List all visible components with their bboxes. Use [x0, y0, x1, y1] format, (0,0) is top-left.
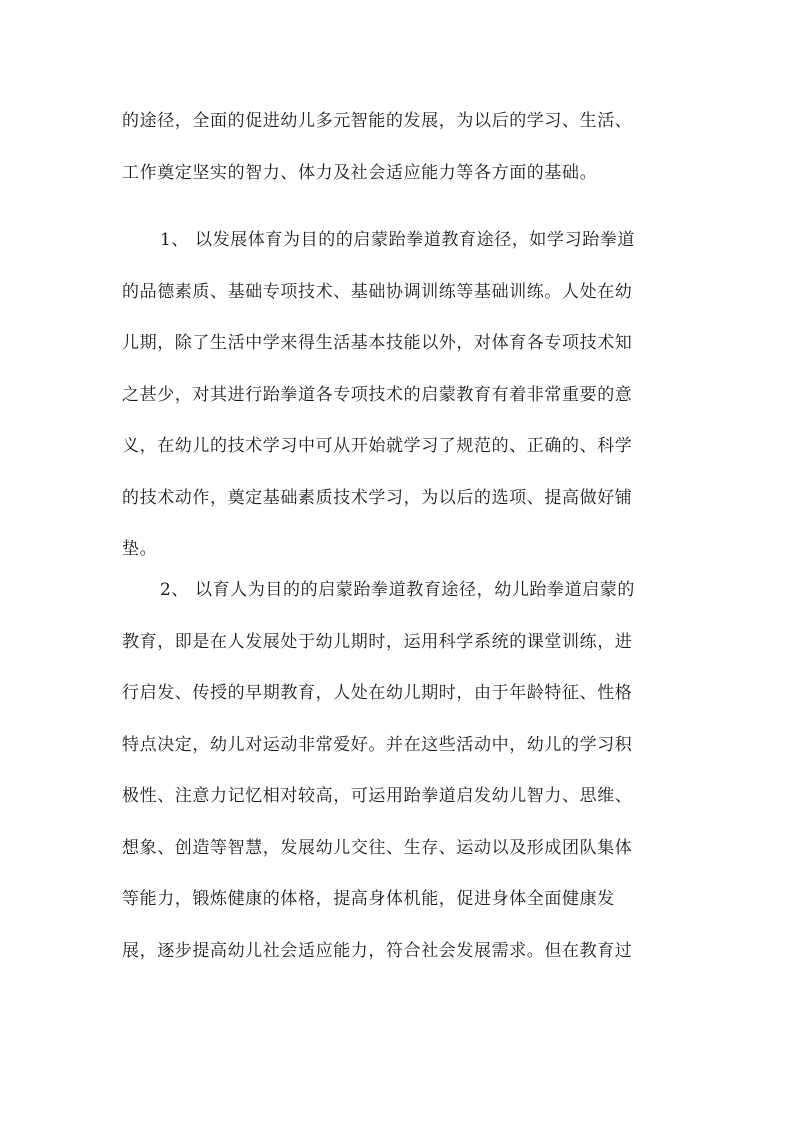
text-line: 义，在幼儿的技术学习中可从开始就学习了规范的、正确的、科学	[122, 436, 633, 456]
text-line: 展，逐步提高幼儿社会适应能力，符合社会发展需求。但在教育过	[122, 940, 633, 961]
text-line: 垫。	[122, 539, 158, 559]
text-line: 想象、创造等智慧，发展幼儿交往、生存、运动以及形成团队集体	[122, 837, 633, 858]
text-line: 之甚少，对其进行跆拳道各专项技术的启蒙教育有着非常重要的意	[122, 384, 633, 405]
text-line: 的技术动作，奠定基础素质技术学习，为以后的选项、提高做好铺	[122, 487, 633, 508]
paragraph-item-1	[122, 215, 670, 576]
text-line: 儿期，除了生活中学来得生活基本技能以外，对体育各专项技术知	[122, 333, 633, 353]
text-line: 2、 以育人为目的的启蒙跆拳道教育途径，幼儿跆拳道启蒙的	[160, 580, 636, 600]
text-line: 教育，即是在人发展处于幼儿期时，运用科学系统的课堂训练，进	[122, 631, 633, 652]
text-line: 特点决定，幼儿对运动非常爱好。并在这些活动中，幼儿的学习积	[122, 734, 633, 755]
text-line: 的途径，全面的促进幼儿多元智能的发展，为以后的学习、生活、	[122, 111, 633, 131]
paragraph-item-2	[122, 565, 670, 977]
paragraph-continuation	[122, 96, 670, 199]
text-line: 的品德素质、基础专项技术、基础协调训练等基础训练。人处在幼	[122, 281, 633, 302]
text-line: 1、 以发展体育为目的的启蒙跆拳道教育途径，如学习跆拳道	[160, 230, 636, 250]
text-line: 行启发、传授的早期教育，人处在幼儿期时，由于年龄特征、性格	[122, 683, 633, 703]
text-line: 等能力，锻炼健康的体格，提高身体机能，促进身体全面健康发	[122, 889, 615, 909]
text-line: 极性、注意力记忆相对较高，可运用跆拳道启发幼儿智力、思维、	[122, 786, 633, 806]
text-line: 工作奠定坚实的智力、体力及社会适应能力等各方面的基础。	[122, 162, 598, 183]
